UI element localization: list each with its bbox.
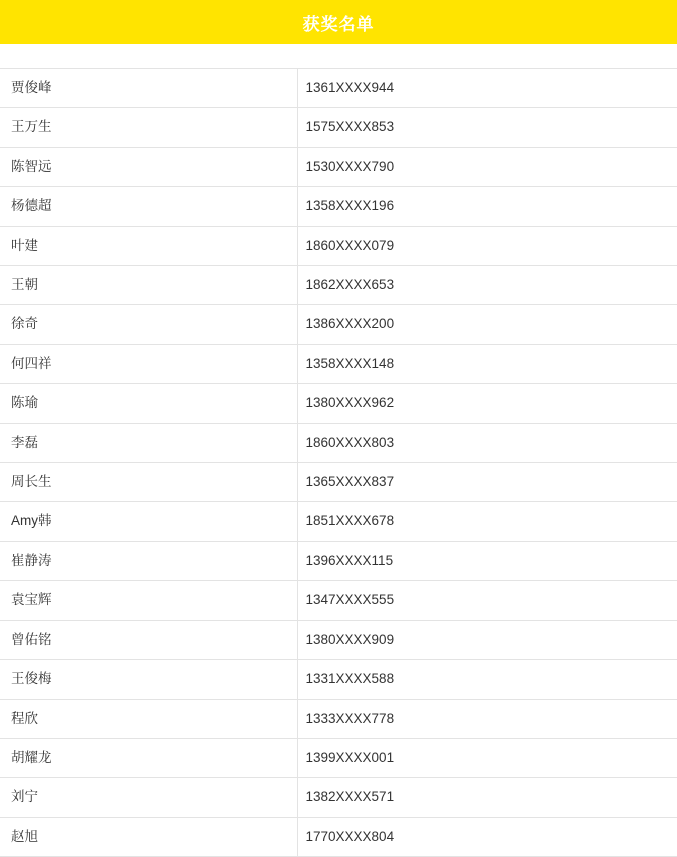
- winner-name-cell: 刘宁: [0, 778, 297, 817]
- table-row: [0, 108, 677, 147]
- winner-name-cell: 王朝: [0, 266, 297, 305]
- table-row: [0, 541, 677, 580]
- table-row: [0, 69, 677, 108]
- winner-phone-cell: 1530XXXX790: [297, 147, 677, 186]
- winner-phone-cell: 1386XXXX200: [297, 305, 677, 344]
- winner-phone-cell: 1333XXXX778: [297, 699, 677, 738]
- table-row: [0, 266, 677, 305]
- table-row: [0, 147, 677, 186]
- winner-name-cell: 何四祥: [0, 344, 297, 383]
- table-row: [0, 305, 677, 344]
- winner-phone-cell: 1358XXXX148: [297, 344, 677, 383]
- table-row: [0, 226, 677, 265]
- table-row: [0, 620, 677, 659]
- winner-phone-cell: 1380XXXX909: [297, 620, 677, 659]
- table-row: [0, 502, 677, 541]
- winner-name-cell: 崔静涛: [0, 541, 297, 580]
- winners-table: [0, 68, 677, 857]
- winner-name-cell: 赵旭: [0, 817, 297, 856]
- winner-phone-cell: 1331XXXX588: [297, 660, 677, 699]
- winner-name-cell: 周长生: [0, 463, 297, 502]
- winner-name-cell: 徐奇: [0, 305, 297, 344]
- winner-name-cell: 叶建: [0, 226, 297, 265]
- table-row: [0, 660, 677, 699]
- winner-name-cell: 陈智远: [0, 147, 297, 186]
- winner-name-cell: 王俊梅: [0, 660, 297, 699]
- winner-name-cell: 杨德超: [0, 187, 297, 226]
- winner-phone-cell: 1851XXXX678: [297, 502, 677, 541]
- table-row: [0, 344, 677, 383]
- winners-table-body: [0, 69, 677, 857]
- winner-name-cell: 贾俊峰: [0, 69, 297, 108]
- table-row: [0, 817, 677, 856]
- winner-name-cell: 程欣: [0, 699, 297, 738]
- winner-phone-cell: 1382XXXX571: [297, 778, 677, 817]
- page-header: [0, 0, 677, 44]
- table-row: [0, 778, 677, 817]
- winner-phone-cell: 1399XXXX001: [297, 738, 677, 777]
- winner-phone-cell: 1860XXXX079: [297, 226, 677, 265]
- winner-name-cell: 李磊: [0, 423, 297, 462]
- table-row: [0, 699, 677, 738]
- winner-name-cell: Amy韩: [0, 502, 297, 541]
- winner-name-cell: 陈瑜: [0, 384, 297, 423]
- winner-phone-cell: 1396XXXX115: [297, 541, 677, 580]
- table-row: [0, 738, 677, 777]
- winner-phone-cell: 1862XXXX653: [297, 266, 677, 305]
- winner-name-cell: 王万生: [0, 108, 297, 147]
- table-row: [0, 423, 677, 462]
- winner-phone-cell: 1575XXXX853: [297, 108, 677, 147]
- header-spacer: [0, 44, 677, 68]
- winner-phone-cell: 1358XXXX196: [297, 187, 677, 226]
- winner-phone-cell: 1770XXXX804: [297, 817, 677, 856]
- winner-name-cell: 袁宝辉: [0, 581, 297, 620]
- winner-phone-cell: 1347XXXX555: [297, 581, 677, 620]
- winner-name-cell: 曾佑铭: [0, 620, 297, 659]
- winner-name-cell: 胡耀龙: [0, 738, 297, 777]
- table-row: [0, 463, 677, 502]
- winner-phone-cell: 1365XXXX837: [297, 463, 677, 502]
- page-title: 获奖名单: [302, 14, 375, 34]
- table-row: [0, 384, 677, 423]
- table-row: [0, 581, 677, 620]
- winner-phone-cell: 1860XXXX803: [297, 423, 677, 462]
- winner-phone-cell: 1361XXXX944: [297, 69, 677, 108]
- table-row: [0, 187, 677, 226]
- winner-phone-cell: 1380XXXX962: [297, 384, 677, 423]
